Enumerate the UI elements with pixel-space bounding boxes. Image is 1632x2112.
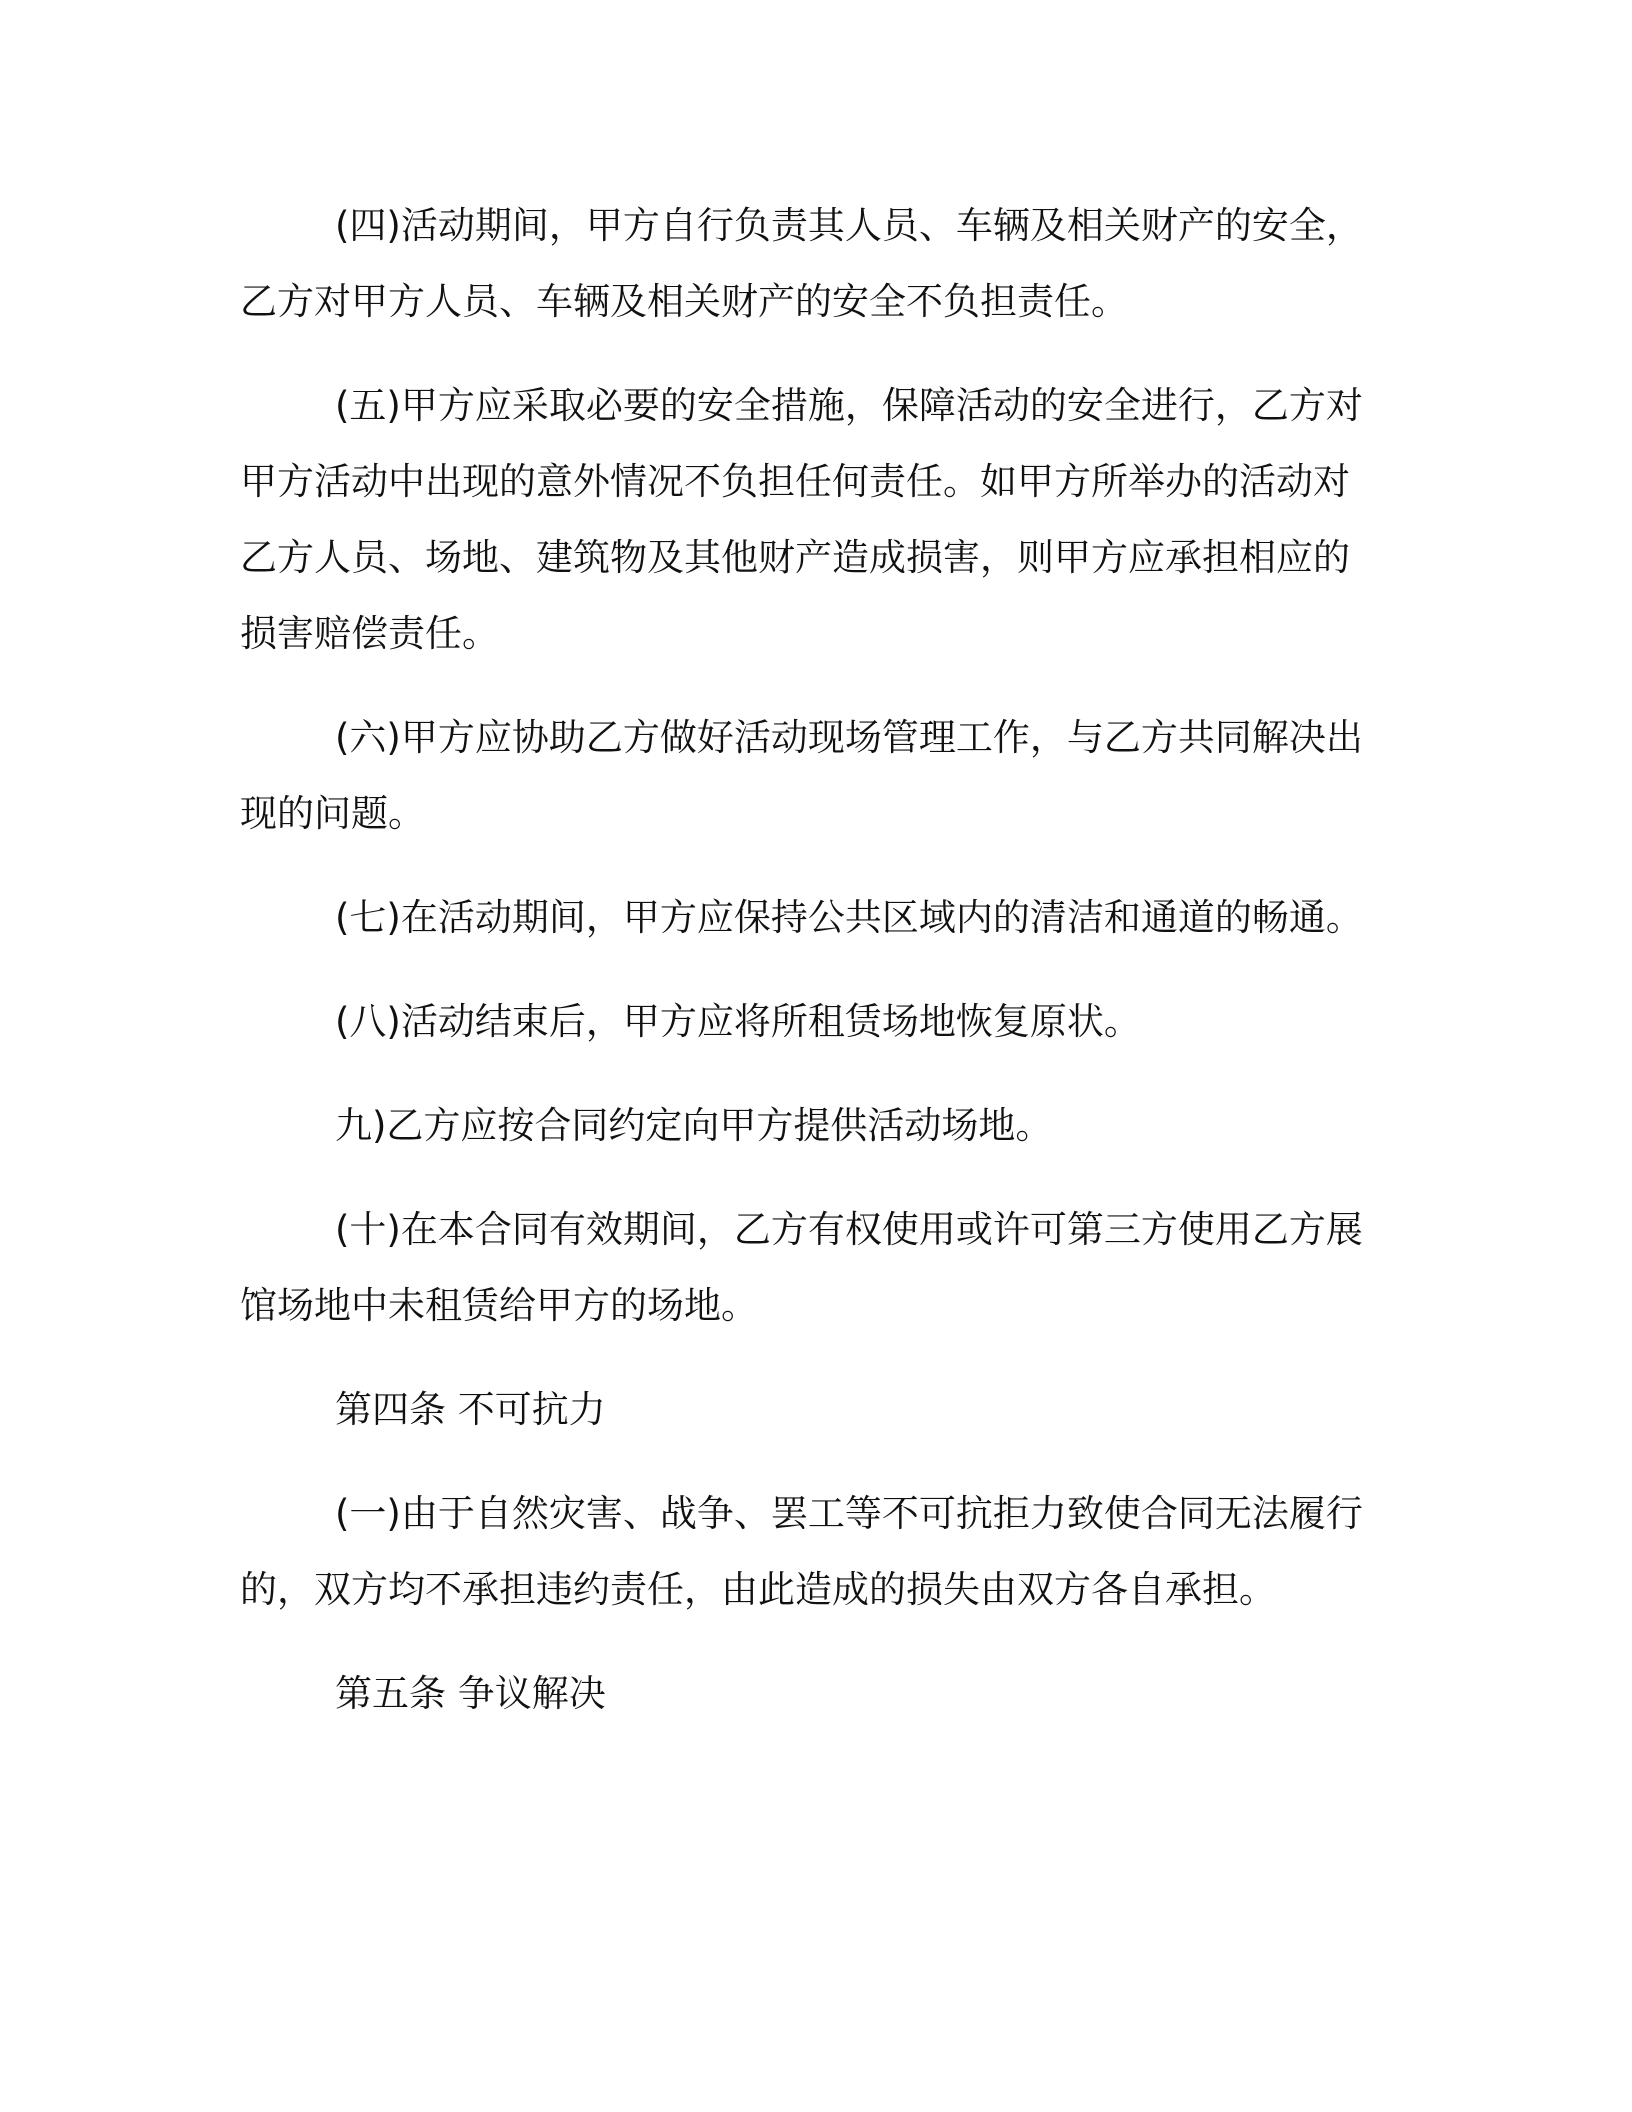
document-body <box>240 188 1370 1760</box>
paragraph-clause-7: (七)在活动期间，甲方应保持公共区域内的清洁和通道的畅通。 <box>335 896 1363 939</box>
paragraph-clause-9: 九)乙方应按合同约定向甲方提供活动场地。 <box>335 1104 1053 1147</box>
paragraph-clause-4: (四)活动期间，甲方自行负责其人员、车辆及相关财产的安全，乙方对甲方人员、车辆及相关财产的安全不负担责任。 <box>240 204 1363 323</box>
paragraph-force-majeure-1: (一)由于自然灾害、战争、罢工等不可抗拒力致使合同无法履行的，双方均不承担违约责任，由此造成的损失由双方各自承担。 <box>240 1492 1363 1611</box>
section-heading-article-5: 第五条 争议解决 <box>335 1672 606 1715</box>
paragraph-clause-5: (五)甲方应采取必要的安全措施，保障活动的安全进行，乙方对甲方活动中出现的意外情况不负担任何责任。如甲方所举办的活动对乙方人员、场地、建筑物及其他财产造成损害，则甲方应承担相应的损害赔偿责任。 <box>240 384 1363 655</box>
paragraph-clause-8: (八)活动结束后，甲方应将所租赁场地恢复原状。 <box>335 1000 1141 1043</box>
paragraph-clause-6: (六)甲方应协助乙方做好活动现场管理工作，与乙方共同解决出现的问题。 <box>240 716 1363 835</box>
paragraph-clause-10: (十)在本合同有效期间，乙方有权使用或许可第三方使用乙方展馆场地中未租赁给甲方的场地。 <box>240 1208 1363 1327</box>
section-heading-article-4: 第四条 不可抗力 <box>335 1388 606 1431</box>
